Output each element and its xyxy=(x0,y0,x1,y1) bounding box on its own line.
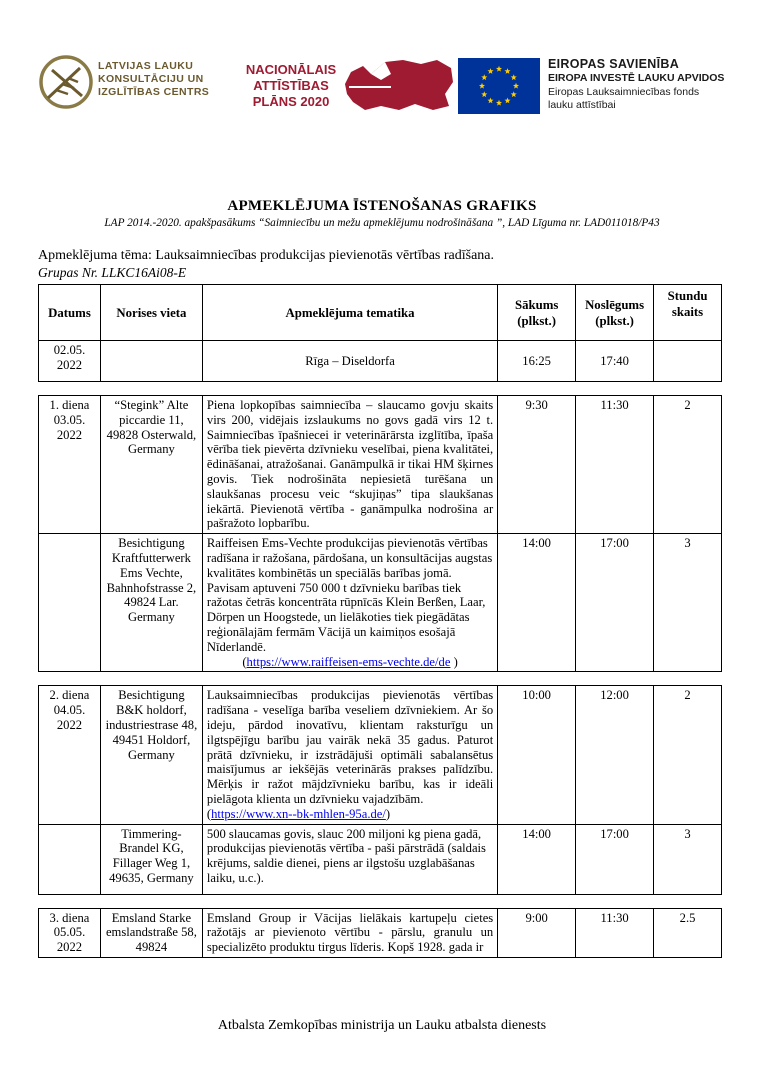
eu-line-3: lauku attīstībai xyxy=(548,99,616,111)
travel-place xyxy=(100,341,202,382)
row-hours: 2 xyxy=(654,686,722,824)
row-hours: 2.5 xyxy=(654,908,722,957)
nap-line-3: PLĀNS 2020 xyxy=(252,94,330,109)
footer-note: Atbalsta Zemkopības ministrija un Lauku atbalsta dienests xyxy=(217,1018,547,1033)
eu-title: EIROPAS SAVIENĪBA xyxy=(548,57,680,71)
row-theme: Lauksaimniecības produkcijas pievienotās vērtības radīšana - veselīga barība veseliem dzīvniekiem. Ar šo ideju, pārdod inovatīvu, klientam raksturīgu un ilgtspējīgu barību jau vairāk nekā 35 gadus. Paturot prātā dzīvnieku, ir izstrādājuši optimāli sabalansētus maisījumus ar iekšējās veterinārās prakses palīdzību. Mērķis ir ražot mājdzīvnieku barību, kas ir ideāli pielāgota klienta un dzīvnieku vajadzībām. xyxy=(206,688,494,806)
bk-link[interactable]: https://www.xn--bk-mhlen-95a.de/ xyxy=(211,806,386,821)
raiffeisen-link[interactable]: https://www.raiffeisen-ems-vechte.de/de xyxy=(246,654,451,669)
row-place: Besichtigung B&K holdorf, industriestrase 48, 49451 Holdorf, Germany xyxy=(100,686,202,824)
nap-line-1: NACIONĀLAIS xyxy=(245,62,337,77)
row-place: “Stegink” Alte piccardie 11, 49828 Osterwald, Germany xyxy=(100,396,202,534)
table-row xyxy=(39,824,722,894)
table-row xyxy=(39,908,722,957)
row-theme: Raiffeisen Ems-Vechte produkcijas pievienotās vērtības radīšana ir ražošana, pārdošana, un konsultācijas augstas kvalitātes kombinētās un speciālās barības jomā. Pavisam aptuveni 750 000 t dzīvnieku barības tiek ražotas četrās koncentrāta rūpnīcās Klein Berßen, Laar, Dörpen un Hoogstede, un lielākoties tiek piegādātas reģionālajām fermām Vācijā un kaimiņos esošajā Nīderlandē. xyxy=(206,536,493,654)
nap-logo xyxy=(241,52,461,120)
llkc-emblem-icon xyxy=(38,54,94,110)
header-end: Noslēgums (plkst.) xyxy=(576,285,654,341)
row-date xyxy=(39,824,101,894)
row-theme: 500 slaucamas govis, slauc 200 miljoni kg piena gadā, produkcijas pievienotās vērtība - paši pārstrādā (saldais krējums, saldie dienei, piens ar ilgstošu uzglabāšanas laiku, u.c.). xyxy=(202,824,497,894)
document-title: APMEKLĒJUMA ĪSTENOŠANAS GRAFIKS xyxy=(227,198,537,214)
spacer-row xyxy=(39,894,722,908)
row-end: 17:00 xyxy=(576,824,654,894)
header-theme: Apmeklējuma tematika xyxy=(202,285,497,341)
spacer-row xyxy=(39,672,722,686)
latvia-map-icon xyxy=(341,54,456,114)
row-end: 17:00 xyxy=(576,534,654,672)
header-place: Norises vieta xyxy=(100,285,202,341)
row-end: 11:30 xyxy=(576,908,654,957)
row-theme-cell: Lauksaimniecības produkcijas pievienotās vērtības radīšana - veselīga barība veseliem dzīvniekiem. Ar šo ideju, pārdod inovatīvu, klientam raksturīgu un ilgtspējīgu barību jau vairāk nekā 35 gadus. Paturot prātā dzīvnieku, ir izstrādājuši optimāli sabalansētus maisījumus ar iekšējās veterinārās prakses palīdzību. Mērķis ir ražot mājdzīvnieku barību, kas ir ideāli pielāgota klienta un dzīvnieku vajadzībām. (https://www.xn--bk-mhlen-95a.de/) xyxy=(202,686,497,824)
row-date xyxy=(39,534,101,672)
row-start: 9:00 xyxy=(498,908,576,957)
row-date: 1. diena 03.05. 2022 xyxy=(39,396,101,534)
nap-line-2: ATTĪSTĪBAS xyxy=(253,78,329,93)
row-theme-cell: Raiffeisen Ems-Vechte produkcijas pievienotās vērtības radīšana ir ražošana, pārdošana, un konsultācijas augstas kvalitātes kombinētās un speciālās barības jomā. Pavisam aptuveni 750 000 t dzīvnieku barības tiek ražotas četrās koncentrāta rūpnīcās Klein Berßen, Laar, Dörpen un Hoogstede, un lielākoties tiek piegādātas reģionālajām fermām Vācijā un kaimiņos esošajā Nīderlandē. (https://www.raiffeisen-ems-vechte.de/de ) xyxy=(202,534,497,672)
row-theme: Piena lopkopības saimniecība – slaucamo govju skaits virs 200, vidējais izslaukums no govs gadā virs 12 t. Saimniecības īpašniecei ir veterinārārsta izglītība, īpaša vērība tiek pievērta dzīvnieku veselībai, piena kvalitātei, ēdināšanai, atražošanai. Ganāmpulkā ir tikai HM šķirnes govis. Tiek nodrošināta nepiesietā turēšana un slaukšanas procesu veic “skujiņas” tipa slaukšanas iekārtā. Pievienotā vērtība - ganāmpulka nodrošina ar pašražoto lopbarību. xyxy=(202,396,497,534)
eu-flag-icon xyxy=(458,58,540,114)
travel-start: 16:25 xyxy=(498,341,576,382)
llkc-line-1: LATVIJAS LAUKU xyxy=(98,60,194,72)
travel-date: 02.05. 2022 xyxy=(39,341,101,382)
group-number: Grupas Nr. LLKC16Ai08-E xyxy=(38,265,187,280)
travel-route: Rīga – Diseldorfa xyxy=(202,341,497,382)
row-end: 12:00 xyxy=(576,686,654,824)
table-header-row xyxy=(39,285,722,341)
row-start: 10:00 xyxy=(498,686,576,824)
spacer-row xyxy=(39,382,722,396)
table-row xyxy=(39,534,722,672)
header-date: Datums xyxy=(39,285,101,341)
visit-topic: Apmeklējuma tēma: Lauksaimniecības produkcijas pievienotās vērtības radīšana. xyxy=(38,248,495,263)
llkc-line-3: IZGLĪTĪBAS CENTRS xyxy=(98,86,210,98)
row-start: 14:00 xyxy=(498,824,576,894)
row-start: 9:30 xyxy=(498,396,576,534)
row-hours: 3 xyxy=(654,534,722,672)
llkc-logo xyxy=(38,52,238,120)
row-date: 3. diena 05.05. 2022 xyxy=(39,908,101,957)
document-subtitle: LAP 2014.-2020. apakšpasākums “Saimniecību un mežu apmeklējumu nodrošināšana ”, LAD Līguma nr. LAD011018/P43 xyxy=(104,217,660,229)
travel-row xyxy=(39,341,722,382)
row-end: 11:30 xyxy=(576,396,654,534)
eu-logo xyxy=(458,52,728,120)
schedule-table xyxy=(38,284,722,958)
row-date: 2. diena 04.05. 2022 xyxy=(39,686,101,824)
header-hours: Stundu skaits xyxy=(654,285,722,341)
row-start: 14:00 xyxy=(498,534,576,672)
row-hours: 2 xyxy=(654,396,722,534)
table-row xyxy=(39,686,722,824)
table-row xyxy=(39,396,722,534)
eu-line-1: EIROPA INVESTĒ LAUKU APVIDOS xyxy=(548,72,725,84)
row-place: Emsland Starke emslandstraße 58, 49824 xyxy=(100,908,202,957)
row-hours: 3 xyxy=(654,824,722,894)
row-place: Besichtigung Kraftfutterwerk Ems Vechte, Bahnhofstrasse 2, 49824 Lar. Germany xyxy=(100,534,202,672)
eu-line-2: Eiropas Lauksaimniecības fonds xyxy=(548,85,700,98)
travel-end: 17:40 xyxy=(576,341,654,382)
llkc-line-2: KONSULTĀCIJU UN xyxy=(98,73,204,85)
travel-hours xyxy=(654,341,722,382)
row-theme: Emsland Group ir Vācijas lielākais kartupeļu cietes ražotājs ar pievienoto vērtību - pārslu, granulu un specializēto produktu tirgus līderis. Kopš 1928. gada ir xyxy=(202,908,497,957)
header-start: Sākums (plkst.) xyxy=(498,285,576,341)
header-logos xyxy=(38,52,728,120)
row-place: Timmering-Brandel KG, Fillager Weg 1, 49635, Germany xyxy=(100,824,202,894)
